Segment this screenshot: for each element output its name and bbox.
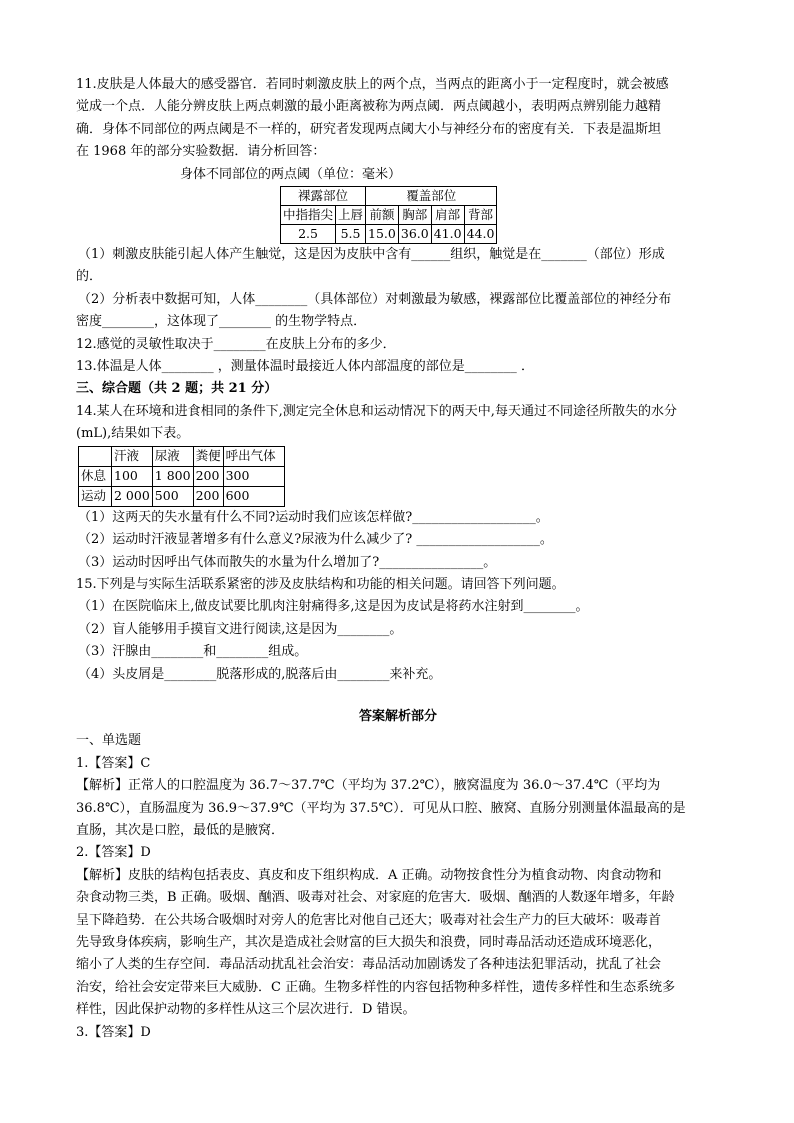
sub-header: 胸部	[398, 206, 431, 225]
answers-section-1: 一、单选题	[76, 733, 142, 749]
group-header-covered: 覆盖部位	[366, 187, 497, 206]
section-3-title: 三、综合题（共 2 题；共 21 分）	[76, 381, 278, 397]
sub-header: 中指指尖	[281, 206, 336, 225]
table-value-row	[281, 225, 497, 244]
table-cell: 运动	[79, 486, 112, 506]
answer-2-exp-line-7: 样性，因此保护动物的多样性从这三个层次进行．D 错误。	[76, 1002, 416, 1018]
table-cell: 1 800	[152, 466, 193, 486]
table-cell: 600	[223, 486, 284, 506]
table-cell: 15.0	[366, 225, 399, 244]
q15-sub-2: （2）盲人能够用手摸盲文进行阅读,这是因为________。	[78, 621, 403, 637]
q15-sub-4: （4）头皮屑是________脱落形成的,脱落后由________来补充。	[78, 666, 442, 682]
q11-sub2-line-2: 密度________，这体现了________ 的生物学特点．	[76, 314, 367, 330]
table-cell: 2.5	[281, 225, 336, 244]
answer-3-tag: 3.【答案】D	[76, 1024, 151, 1040]
answer-1-exp-line-2: 36.8℃），直肠温度为 36.9～37.9℃（平均为 37.5℃）．可见从口腔、腋窝、直肠分别测量体温最高的是	[76, 800, 686, 816]
table-header-row	[79, 446, 285, 466]
answer-2-exp-line-3: 呈下降趋势．在公共场合吸烟时对旁人的危害比对他自己还大；吸毒对社会生产力的巨大破坏：吸毒首	[76, 912, 662, 928]
q11-sub1-line-1: （1）刺激皮肤能引起人体产生触觉，这是因为皮肤中含有______组织，触觉是在_______（部位）形成	[78, 247, 665, 263]
table-cell: 休息	[79, 466, 112, 486]
group-header-exposed: 裸露部位	[281, 187, 366, 206]
sub-header: 前额	[366, 206, 399, 225]
q14-sub-1: （1）这两天的失水量有什么不同?运动时我们应该怎样做?___________________。	[78, 509, 549, 525]
table-cell: 200	[193, 486, 223, 506]
table-cell: 41.0	[431, 225, 464, 244]
table-cell: 300	[223, 466, 284, 486]
table-cell: 2 000	[112, 486, 153, 506]
table-header-cell: 呼出气体	[223, 446, 284, 466]
water-loss-table	[78, 446, 285, 507]
q12-text: 12.感觉的灵敏性取决于________在皮肤上分布的多少．	[76, 336, 396, 352]
two-point-threshold-table	[280, 186, 497, 244]
q14-sub-3: （3）运动时因呼出气体而散失的水量为什么增加了?________________。	[78, 554, 497, 570]
table-header-cell: 汗液	[112, 446, 153, 466]
answer-2-tag: 2.【答案】D	[76, 845, 151, 861]
q14-line-2: (mL),结果如下表。	[76, 426, 190, 442]
q11-line-4: 在 1968 年的部分实验数据．请分析回答：	[76, 144, 326, 160]
table-cell: 36.0	[398, 225, 431, 244]
answer-2-exp-line-2: 杂食动物三类，B 正确。吸烟、酗酒、吸毒对社会、对家庭的危害大．吸烟、酗酒的人数逐年增多，年龄	[76, 890, 675, 906]
q13-text: 13.体温是人体________ ，测量体温时最接近人体内部温度的部位是________ ．	[76, 359, 534, 375]
table-cell: 44.0	[464, 225, 497, 244]
answer-2-exp-line-6: 治安，给社会安定带来巨大威胁．C 正确。生物多样性的内容包括物种多样性，遗传多样性和生态系统多	[76, 979, 676, 995]
table-cell: 200	[193, 466, 223, 486]
q11-sub2-line-1: （2）分析表中数据可知，人体________（具体部位）对刺激最为敏感，裸露部位比覆盖部位的神经分布	[78, 291, 672, 307]
document-page	[76, 74, 720, 1044]
q11-sub1-line-2: 的．	[76, 269, 103, 285]
q15-sub-1: （1）在医院临床上,做皮试要比肌肉注射痛得多,这是因为皮试是将药水注射到________。	[78, 599, 589, 615]
table-header-cell: 尿液	[152, 446, 193, 466]
table-row	[79, 466, 285, 486]
table-cell: 500	[152, 486, 193, 506]
answer-2-exp-line-5: 缩小了人类的生存空间．毒品活动扰乱社会治安：毒品活动加剧诱发了各种违法犯罪活动，扰乱了社会	[76, 957, 662, 973]
sub-header: 上唇	[336, 206, 366, 225]
q14-line-1: 14.某人在环境和进食相同的条件下,测定完全休息和运动情况下的两天中,每天通过不同途径所散失的水分	[76, 403, 677, 419]
table-row	[79, 486, 285, 506]
q11-line-1: 11.皮肤是人体最大的感受器官．若同时刺激皮肤上的两个点，当两点的距离小于一定程度时，就会被感	[76, 77, 669, 92]
table-group-header-row	[281, 187, 497, 206]
table-sub-header-row	[281, 206, 497, 225]
q15-intro: 15.下列是与实际生活联系紧密的涉及皮肤结构和功能的相关问题。请回答下列问题。	[76, 576, 565, 592]
sub-header: 背部	[464, 206, 497, 225]
answer-1-tag: 1.【答案】C	[76, 755, 151, 771]
answer-1-exp-line-3: 直肠，其次是口腔，最低的是腋窝．	[76, 822, 285, 838]
q11-table-caption: 身体不同部位的两点阈（单位：毫米）	[180, 166, 402, 182]
answer-1-exp-line-1: 【解析】正常人的口腔温度为 36.7～37.7℃（平均为 37.2℃），腋窝温度为 36.0～37.4℃（平均为	[76, 778, 661, 794]
sub-header: 肩部	[431, 206, 464, 225]
answer-2-exp-line-1: 【解析】皮肤的结构包括表皮、真皮和皮下组织构成．A 正确。动物按食性分为植食动物、肉食动物和	[76, 867, 662, 883]
answer-2-exp-line-4: 先导致身体疾病，影响生产，其次是造成社会财富的巨大损失和浪费，同时毒品活动还造成环境恶化，	[76, 935, 662, 950]
answers-title: 答案解析部分	[358, 708, 437, 724]
q11-line-3: 确．身体不同部位的两点阈是不一样的，研究者发现两点阈大小与神经分布的密度有关．下表是温斯坦	[76, 121, 662, 137]
table-header-cell	[79, 446, 112, 466]
q11-line-2: 觉成一个点．人能分辨皮肤上两点刺激的最小距离被称为两点阈．两点阈越小，表明两点辨别能力越精	[76, 99, 662, 115]
q15-sub-3: （3）汗腺由________和________组成。	[78, 644, 308, 660]
table-cell: 5.5	[336, 225, 366, 244]
q14-sub-2: （2）运动时汗液显著增多有什么意义?尿液为什么减少了? ___________________。	[78, 532, 553, 548]
table-cell: 100	[112, 466, 153, 486]
table-header-cell: 粪便	[193, 446, 223, 466]
